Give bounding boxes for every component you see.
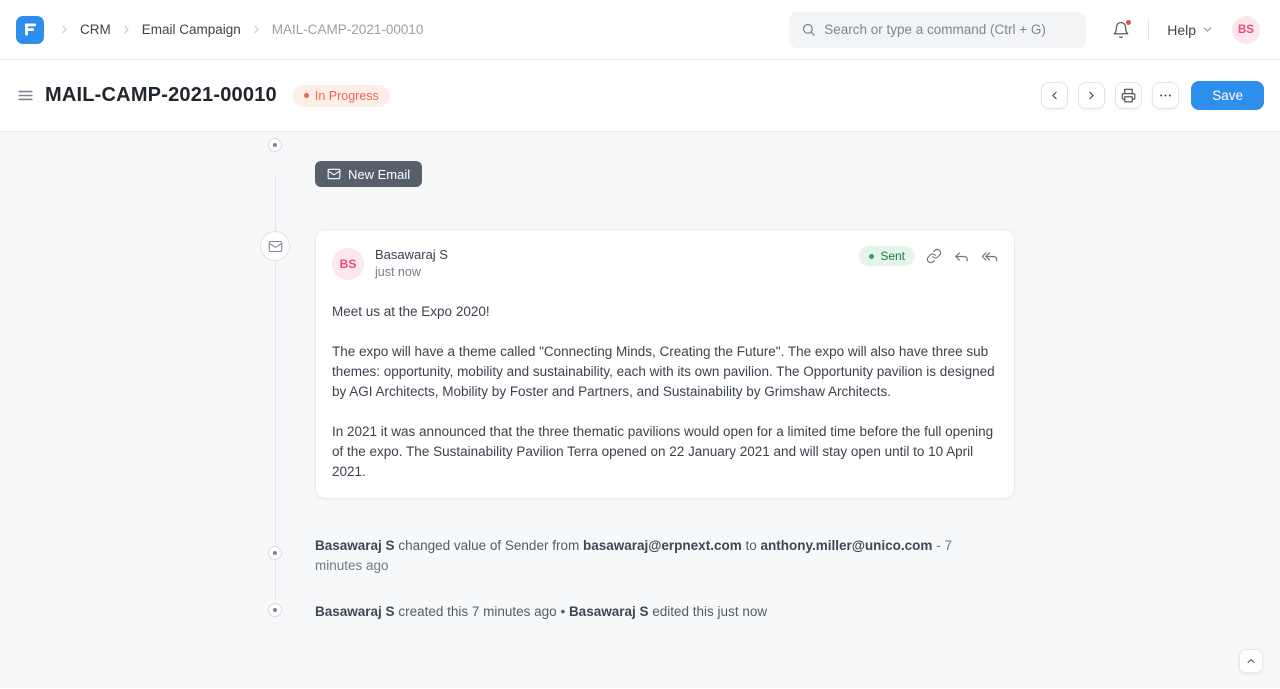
chevron-up-icon [1245, 655, 1257, 667]
erpnext-logo-icon [23, 22, 38, 37]
notifications-button[interactable] [1112, 21, 1130, 39]
notification-dot [1125, 19, 1132, 26]
breadcrumb-email-campaign[interactable]: Email Campaign [141, 22, 241, 37]
print-button[interactable] [1115, 82, 1142, 109]
activity-text: created this 7 minutes ago [398, 604, 557, 619]
new-email-label: New Email [348, 166, 411, 182]
navbar-divider [1148, 19, 1149, 41]
email-status-badge [859, 246, 915, 266]
copy-link-icon[interactable] [926, 248, 942, 264]
activity-text: to [745, 538, 757, 553]
search-icon [801, 22, 816, 37]
status-badge[interactable] [293, 85, 390, 107]
reply-icon[interactable] [953, 248, 970, 265]
prev-record-button[interactable] [1041, 82, 1068, 109]
save-button[interactable]: Save [1191, 81, 1264, 110]
main-content [0, 132, 1280, 688]
app-logo[interactable] [16, 16, 44, 44]
scroll-to-top-button[interactable] [1239, 649, 1263, 673]
timeline-dot-icon [268, 138, 282, 152]
timeline-item-activity [315, 536, 1015, 576]
activity-timestamp: - 7 minutes ago [315, 538, 952, 573]
activity-new-value: anthony.miller@unico.com [760, 538, 933, 553]
reply-all-icon[interactable] [981, 248, 998, 265]
email-paragraph: In 2021 it was announced that the three thematic pavilions would open for a limited time before the full opening of the expo. The Sustainability Pavilion Terra opened on 22 January 2021 and will stay open until to 10 April 2021. [332, 424, 994, 479]
breadcrumb [58, 22, 423, 37]
printer-icon [1121, 88, 1136, 103]
help-label: Help [1167, 21, 1196, 38]
top-navbar [0, 0, 1280, 60]
breadcrumb-current: MAIL-CAMP-2021-00010 [271, 22, 424, 37]
activity-separator: • [560, 604, 566, 619]
mail-icon [268, 239, 283, 254]
activity-old-value: basawaraj@erpnext.com [582, 538, 742, 553]
activity-text: edited this just now [652, 604, 768, 619]
new-email-button[interactable] [315, 161, 422, 187]
sent-dot-icon [869, 254, 874, 259]
help-menu[interactable] [1167, 22, 1214, 38]
chevron-right-icon [250, 23, 263, 36]
menu-icon[interactable] [16, 86, 35, 105]
mail-icon [327, 167, 341, 181]
email-status-label: Sent [880, 249, 905, 263]
timeline-dot-icon [268, 603, 282, 617]
activity-actor: Basawaraj S [315, 604, 395, 619]
activity-actor: Basawaraj S [568, 604, 649, 619]
email-card [315, 229, 1015, 499]
status-label: In Progress [314, 88, 379, 103]
activity-actor: Basawaraj S [315, 538, 395, 553]
chevron-down-icon [1201, 23, 1214, 36]
page-title: MAIL-CAMP-2021-00010 [45, 84, 277, 106]
email-header-actions [859, 246, 998, 266]
sender-avatar: BS [332, 248, 364, 280]
activity-timeline [275, 132, 1015, 622]
email-body [332, 302, 998, 482]
timeline-dot-icon [268, 546, 282, 560]
breadcrumb-crm[interactable]: CRM [80, 22, 111, 37]
header-actions [1041, 81, 1264, 110]
email-sender-name: Basawaraj S [375, 247, 448, 262]
timeline-item-email [315, 229, 1015, 499]
email-meta [375, 246, 448, 279]
email-card-header [332, 246, 998, 280]
page-header [0, 60, 1280, 132]
chevron-right-icon [58, 23, 71, 36]
ellipsis-icon [1158, 88, 1173, 103]
activity-entry-sender-change [315, 536, 955, 576]
status-dot-icon [304, 93, 309, 98]
activity-text: changed value of Sender from [398, 538, 580, 553]
activity-entry-created-edited [315, 602, 955, 622]
email-timestamp: just now [375, 265, 421, 279]
chevron-left-icon [1048, 89, 1061, 102]
timeline-item-new-email [315, 132, 1015, 187]
chevron-right-icon [120, 23, 133, 36]
timeline-item-activity [315, 602, 1015, 622]
user-avatar[interactable]: BS [1232, 16, 1260, 44]
more-options-button[interactable] [1152, 82, 1179, 109]
next-record-button[interactable] [1078, 82, 1105, 109]
global-search[interactable] [789, 12, 1086, 48]
chevron-right-icon [1085, 89, 1098, 102]
search-input[interactable] [824, 22, 1074, 37]
timeline-mail-marker [260, 231, 290, 261]
email-paragraph: The expo will have a theme called "Connecting Minds, Creating the Future". The expo will also have three sub themes: opportunity, mobility and sustainability, each with its own pavilion. The Opportunity pavilion is designed by AGI Architects, Mobility by Foster and Partners, and Sustainability by Grimshaw Architects. [332, 344, 995, 399]
email-paragraph: Meet us at the Expo 2020! [332, 304, 490, 319]
